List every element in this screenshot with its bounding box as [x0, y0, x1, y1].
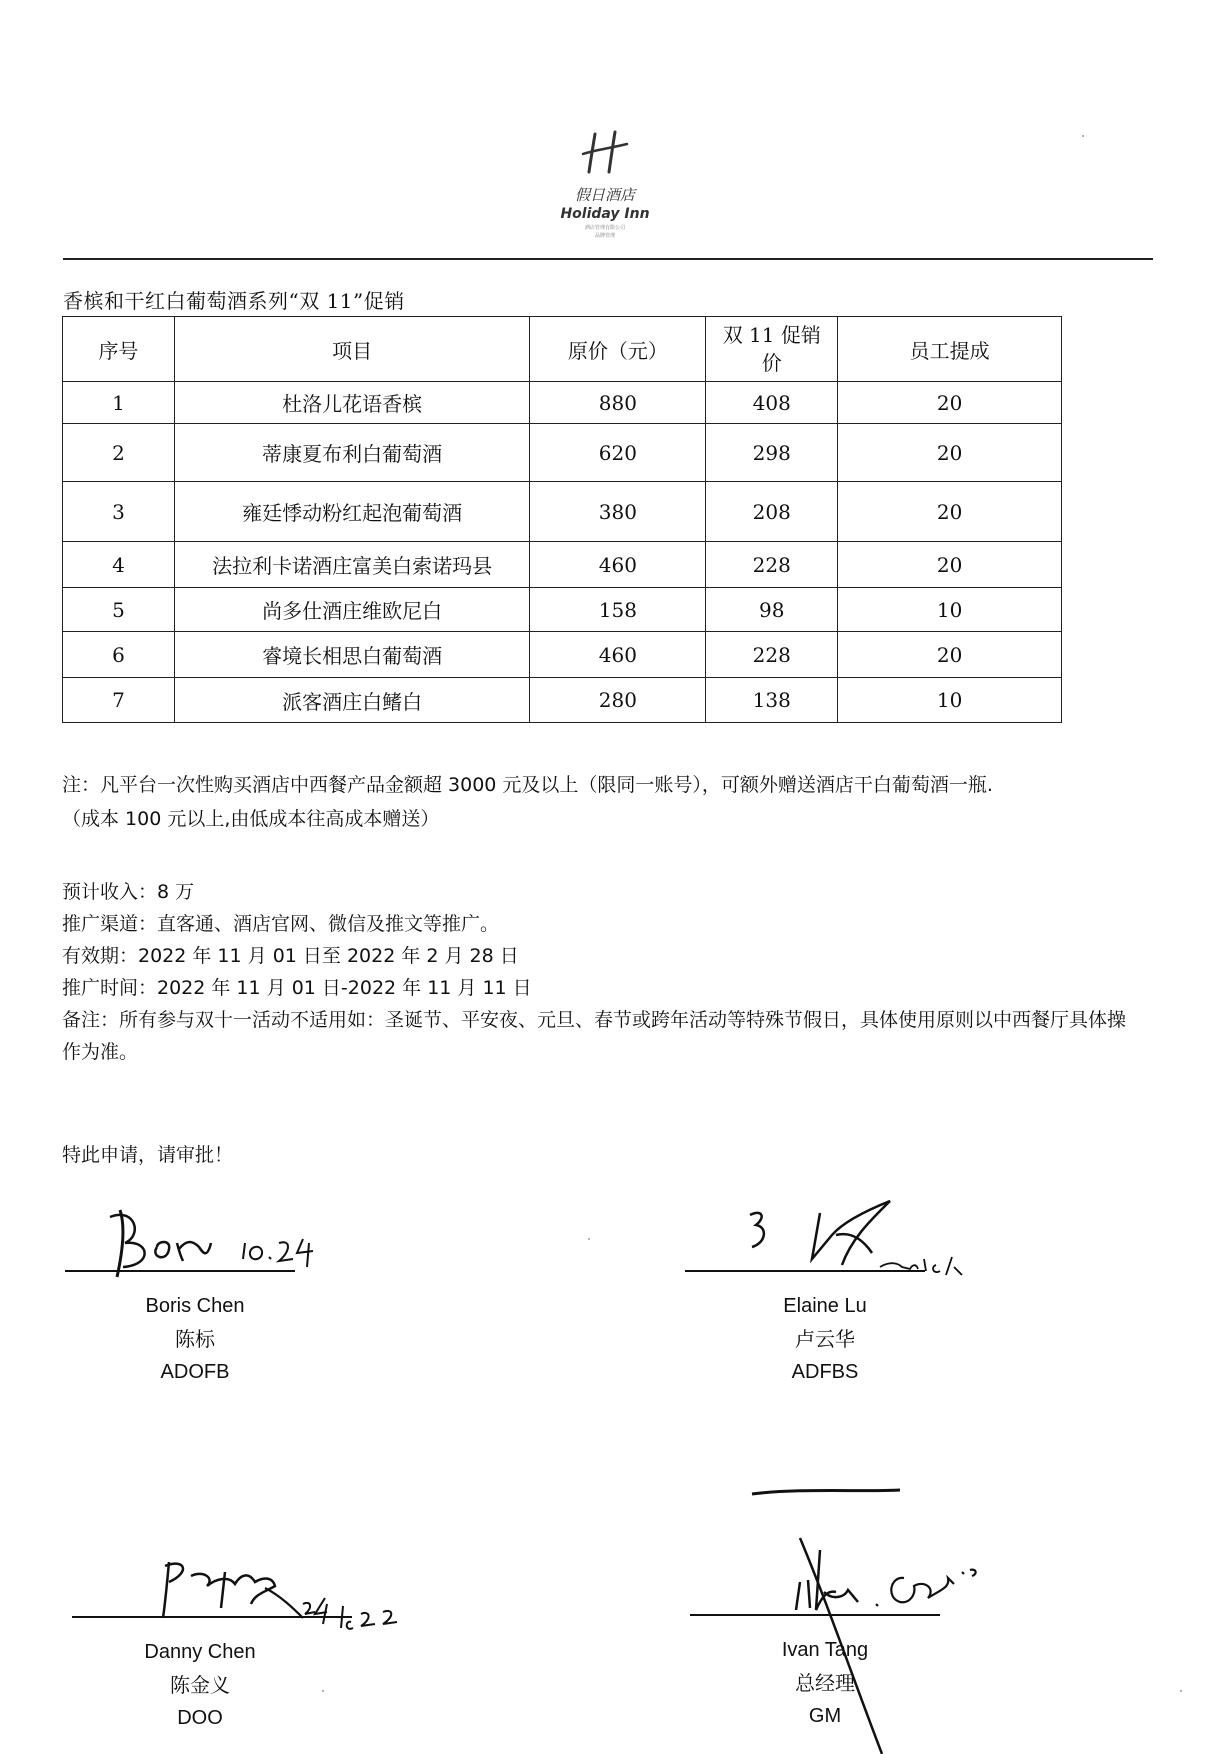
signatory-name-en: Danny Chen — [144, 1641, 256, 1663]
scan-speck — [588, 1238, 590, 1240]
table-row — [63, 482, 1062, 542]
note-line-2: （成本 100 元以上,由低成本往高成本赠送） — [62, 808, 440, 830]
cell-promo-price: 208 — [706, 482, 838, 542]
signatory-danny — [115, 1636, 285, 1735]
signatory-title: ADOFB — [160, 1361, 230, 1383]
cell-original-price: 158 — [530, 588, 706, 632]
signatory-name-en: Boris Chen — [145, 1295, 245, 1317]
signatory-elaine — [740, 1290, 910, 1389]
signatory-name-en: Elaine Lu — [783, 1295, 867, 1317]
scan-speck — [322, 1690, 324, 1692]
hotel-logo — [555, 128, 655, 240]
table-header-row — [63, 317, 1062, 382]
remark: 备注：所有参与双十一活动不适用如：圣诞节、平安夜、元旦、春节或跨年活动等特殊节假日，具体使用原则以中西餐厅具体操作为准。 — [62, 1009, 1127, 1063]
cell-item: 法拉利卡诺酒庄富美白索诺玛县 — [174, 542, 530, 588]
cell-original-price: 380 — [530, 482, 706, 542]
cell-commission: 20 — [838, 424, 1062, 482]
cell-commission: 20 — [838, 542, 1062, 588]
cell-promo-price: 408 — [706, 382, 838, 424]
header-index: 序号 — [63, 317, 175, 382]
logo-fine-print: 酒店管理有限公司 品牌管理 — [584, 225, 625, 239]
cell-index: 2 — [63, 424, 175, 482]
validity-period: 有效期：2022 年 11 月 01 日至 2022 年 2 月 28 日 — [62, 945, 519, 967]
cell-index: 4 — [63, 542, 175, 588]
logo-english-name: Holiday Inn — [560, 206, 650, 222]
approval-request: 特此申请，请审批！ — [62, 1144, 234, 1166]
cell-index: 5 — [63, 588, 175, 632]
table-row — [63, 542, 1062, 588]
header-item: 项目 — [174, 317, 530, 382]
signature-elaine-lu — [740, 1195, 1040, 1305]
note-line-1: 注：凡平台一次性购买酒店中西餐产品金额超 3000 元及以上（限同一账号），可额外赠送酒店干白葡萄酒一瓶. — [62, 774, 993, 796]
table-row — [63, 588, 1062, 632]
signatory-name-cn: 卢云华 — [795, 1327, 855, 1351]
cell-original-price: 880 — [530, 382, 706, 424]
cell-promo-price: 138 — [706, 678, 838, 723]
scan-speck — [1180, 1690, 1182, 1692]
cell-item: 尚多仕酒庄维欧尼白 — [174, 588, 530, 632]
promo-title: 香槟和干红白葡萄酒系列“双 11”促销 — [63, 289, 405, 313]
signatory-boris — [110, 1290, 280, 1389]
cell-commission: 20 — [838, 482, 1062, 542]
logo-chinese-name: 假日酒店 — [574, 186, 635, 204]
cell-original-price: 460 — [530, 632, 706, 678]
signatory-name-en: Ivan Tang — [781, 1639, 869, 1661]
promo-channels: 推广渠道：直客通、酒店官网、微信及推文等推广。 — [62, 913, 500, 935]
cell-original-price: 280 — [530, 678, 706, 723]
cell-commission: 10 — [838, 588, 1062, 632]
cell-index: 1 — [63, 382, 175, 424]
signatory-name-cn: 陈标 — [175, 1327, 215, 1351]
signature-line-ivan — [690, 1614, 940, 1616]
cell-commission: 20 — [838, 632, 1062, 678]
cell-original-price: 620 — [530, 424, 706, 482]
promo-table — [62, 316, 1062, 723]
cell-commission: 20 — [838, 382, 1062, 424]
cell-promo-price: 298 — [706, 424, 838, 482]
promo-period: 推广时间：2022 年 11 月 01 日-2022 年 11 月 11 日 — [62, 977, 532, 999]
table-row — [63, 424, 1062, 482]
scan-speck — [1082, 135, 1084, 137]
cell-commission: 10 — [838, 678, 1062, 723]
cell-promo-price: 228 — [706, 632, 838, 678]
cell-index: 3 — [63, 482, 175, 542]
header-divider — [63, 258, 1153, 260]
header-commission: 员工提成 — [838, 317, 1062, 382]
signatory-name-cn: 总经理 — [795, 1671, 855, 1695]
signature-line-danny — [72, 1616, 352, 1618]
cell-index: 6 — [63, 632, 175, 678]
expected-revenue: 预计收入：8 万 — [62, 881, 195, 903]
signature-line-boris — [65, 1270, 295, 1272]
signatory-title: GM — [808, 1705, 842, 1727]
signature-line-elaine — [685, 1270, 925, 1272]
cell-item: 派客酒庄白鳍白 — [174, 678, 530, 723]
signatory-name-cn: 陈金义 — [170, 1673, 230, 1697]
promo-note — [62, 768, 1162, 836]
cell-promo-price: 98 — [706, 588, 838, 632]
cell-item: 杜洛儿花语香槟 — [174, 382, 530, 424]
holiday-inn-h-icon — [575, 128, 635, 178]
cell-index: 7 — [63, 678, 175, 723]
signatory-title: DOO — [177, 1707, 223, 1729]
table-row — [63, 382, 1062, 424]
header-original-price: 原价（元） — [530, 317, 706, 382]
cell-item: 睿境长相思白葡萄酒 — [174, 632, 530, 678]
header-promo-price: 双 11 促销价 — [706, 317, 838, 382]
promo-info — [62, 876, 1162, 1068]
signatory-title: ADFBS — [791, 1361, 859, 1383]
signatory-ivan — [740, 1634, 910, 1733]
table-row — [63, 678, 1062, 723]
cell-item: 雍廷悸动粉红起泡葡萄酒 — [174, 482, 530, 542]
cell-promo-price: 228 — [706, 542, 838, 588]
cell-item: 蒂康夏布利白葡萄酒 — [174, 424, 530, 482]
cell-original-price: 460 — [530, 542, 706, 588]
table-row — [63, 632, 1062, 678]
